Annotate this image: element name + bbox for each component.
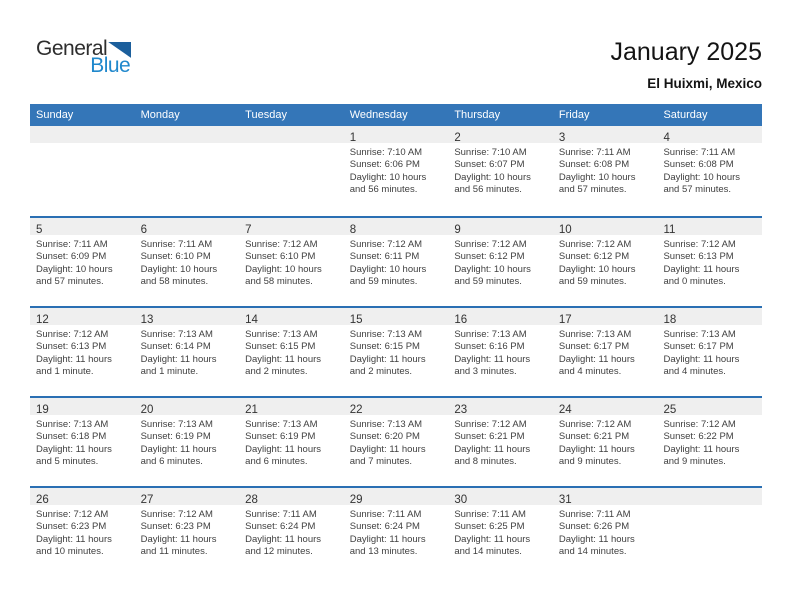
weekday-wednesday: Wednesday xyxy=(349,109,408,121)
day-detail-line: Sunset: 6:17 PM xyxy=(558,341,630,353)
day-number: 7 xyxy=(245,224,252,236)
day-cell-5 xyxy=(30,218,135,306)
day-number-band xyxy=(30,218,135,235)
day-number: 2 xyxy=(454,132,461,144)
day-details xyxy=(448,505,553,558)
day-number-band xyxy=(448,398,553,415)
day-number-band xyxy=(135,398,240,415)
day-number-band xyxy=(30,488,135,505)
day-cell-10 xyxy=(553,218,658,306)
day-detail-line: Sunset: 6:13 PM xyxy=(36,341,107,353)
day-detail-line: Sunrise: 7:12 AM xyxy=(245,239,318,250)
day-number-band xyxy=(657,488,762,505)
day-cell-3 xyxy=(553,126,658,216)
day-details xyxy=(30,235,135,288)
day-number-band xyxy=(239,398,344,415)
day-detail-line: and 3 minutes. xyxy=(454,365,517,377)
day-detail-line: and 14 minutes. xyxy=(454,545,522,557)
day-detail-line: Sunset: 6:08 PM xyxy=(663,159,734,171)
day-number-band xyxy=(30,398,135,415)
day-detail-line: Sunset: 6:06 PM xyxy=(349,159,420,171)
day-detail-line: and 58 minutes. xyxy=(245,275,313,287)
day-number: 5 xyxy=(36,224,43,236)
day-number-band xyxy=(553,488,658,505)
day-cell-12 xyxy=(30,308,135,396)
day-detail-line: and 1 minute. xyxy=(140,365,199,377)
day-number-band xyxy=(344,308,449,325)
day-detail-line: and 59 minutes. xyxy=(558,275,627,287)
day-cell-1 xyxy=(344,126,449,216)
day-details xyxy=(657,505,762,509)
day-detail-line: and 0 minutes. xyxy=(663,275,726,287)
day-details xyxy=(30,505,135,558)
day-details xyxy=(30,325,135,378)
day-detail-line: Sunset: 6:15 PM xyxy=(349,341,420,353)
day-detail-line: Sunset: 6:12 PM xyxy=(558,251,630,263)
day-detail-line: Sunset: 6:10 PM xyxy=(140,251,211,263)
week-row xyxy=(30,306,762,396)
day-detail-line: Sunrise: 7:13 AM xyxy=(36,419,109,430)
day-number: 17 xyxy=(558,314,572,326)
day-number-band xyxy=(344,126,449,143)
day-detail-line: Sunrise: 7:13 AM xyxy=(140,329,213,340)
day-detail-line: Sunset: 6:09 PM xyxy=(36,251,107,263)
day-number: 24 xyxy=(558,404,572,416)
day-detail-line: Daylight: 11 hours xyxy=(558,353,635,365)
day-cell-18 xyxy=(657,308,762,396)
day-cell-4 xyxy=(657,126,762,216)
day-detail-line: Daylight: 11 hours xyxy=(245,533,322,545)
week-row xyxy=(30,396,762,486)
day-detail-line: Sunrise: 7:13 AM xyxy=(663,329,736,340)
day-detail-line: Sunrise: 7:11 AM xyxy=(558,509,631,520)
day-detail-line: Sunrise: 7:12 AM xyxy=(349,239,423,250)
day-cell-23 xyxy=(448,398,553,486)
weekday-tuesday: Tuesday xyxy=(245,109,287,121)
day-number-band xyxy=(344,218,449,235)
day-details xyxy=(30,415,135,468)
day-detail-line: and 14 minutes. xyxy=(558,545,627,557)
day-detail-line: Sunset: 6:12 PM xyxy=(454,251,525,263)
calendar xyxy=(30,104,762,576)
day-details xyxy=(135,415,240,468)
day-detail-line: Sunset: 6:07 PM xyxy=(454,159,525,171)
day-details xyxy=(239,415,344,468)
day-detail-line: and 57 minutes. xyxy=(558,183,627,195)
day-number: 9 xyxy=(454,224,461,236)
day-cell-17 xyxy=(553,308,658,396)
day-cell-7 xyxy=(239,218,344,306)
day-detail-line: Sunrise: 7:13 AM xyxy=(140,419,213,430)
day-detail-line: Sunset: 6:16 PM xyxy=(454,341,525,353)
day-details xyxy=(344,143,449,196)
day-detail-line: Sunrise: 7:11 AM xyxy=(663,147,736,158)
day-number-band xyxy=(135,488,240,505)
day-detail-line: Sunrise: 7:12 AM xyxy=(663,239,736,250)
day-cell-27 xyxy=(135,488,240,576)
weekday-header-row xyxy=(30,104,762,126)
day-detail-line: Daylight: 10 hours xyxy=(663,171,741,183)
day-number: 13 xyxy=(140,314,154,326)
day-number: 16 xyxy=(454,314,468,326)
day-detail-line: and 2 minutes. xyxy=(245,365,308,377)
day-detail-line: Sunset: 6:17 PM xyxy=(663,341,734,353)
day-detail-line: Daylight: 11 hours xyxy=(558,533,635,545)
day-detail-line: Daylight: 11 hours xyxy=(454,533,531,545)
day-number: 10 xyxy=(558,224,572,236)
day-detail-line: Daylight: 11 hours xyxy=(36,353,112,365)
day-detail-line: Sunset: 6:10 PM xyxy=(245,251,316,263)
day-detail-line: and 10 minutes. xyxy=(36,545,104,557)
day-number: 8 xyxy=(349,224,357,236)
day-detail-line: and 2 minutes. xyxy=(349,365,413,377)
day-detail-line: Sunset: 6:24 PM xyxy=(349,521,420,533)
day-details xyxy=(344,415,449,468)
week-row xyxy=(30,126,762,216)
day-detail-line: Daylight: 11 hours xyxy=(454,353,531,365)
day-details xyxy=(657,143,762,196)
day-details xyxy=(239,325,344,378)
day-detail-line: and 4 minutes. xyxy=(663,365,726,377)
page-title: January 2025 xyxy=(610,38,762,66)
day-detail-line: Sunrise: 7:12 AM xyxy=(558,239,632,250)
day-number: 11 xyxy=(663,224,676,236)
day-number-band xyxy=(239,126,344,143)
day-detail-line: Daylight: 11 hours xyxy=(36,443,112,455)
day-number-band xyxy=(344,398,449,415)
day-detail-line: Sunrise: 7:12 AM xyxy=(558,419,632,430)
day-detail-line: Daylight: 11 hours xyxy=(349,353,426,365)
day-detail-line: Daylight: 11 hours xyxy=(349,443,426,455)
day-cell-6 xyxy=(135,218,240,306)
day-number-band xyxy=(135,126,240,143)
day-detail-line: and 58 minutes. xyxy=(140,275,209,287)
day-detail-line: and 7 minutes. xyxy=(349,455,413,467)
day-detail-line: Sunrise: 7:13 AM xyxy=(558,329,632,340)
day-number: 21 xyxy=(245,404,258,416)
day-number-band xyxy=(135,218,240,235)
day-detail-line: and 57 minutes. xyxy=(36,275,104,287)
day-cell-empty xyxy=(135,126,240,216)
day-detail-line: Sunset: 6:23 PM xyxy=(36,521,107,533)
day-number-band xyxy=(553,308,658,325)
day-number: 15 xyxy=(349,314,363,326)
day-detail-line: Sunrise: 7:11 AM xyxy=(140,239,213,250)
day-detail-line: Daylight: 10 hours xyxy=(245,263,322,275)
weekday-saturday: Saturday xyxy=(663,109,708,121)
day-detail-line: Sunrise: 7:10 AM xyxy=(454,147,527,158)
day-cell-empty xyxy=(30,126,135,216)
day-detail-line: Sunrise: 7:11 AM xyxy=(558,147,631,158)
day-number: 18 xyxy=(663,314,677,326)
day-number-band xyxy=(344,488,449,505)
day-number-band xyxy=(448,218,553,235)
day-detail-line: Sunset: 6:14 PM xyxy=(140,341,211,353)
week-row xyxy=(30,216,762,306)
day-detail-line: and 6 minutes. xyxy=(245,455,308,467)
day-details xyxy=(553,143,658,196)
day-number-band xyxy=(239,488,344,505)
day-number-band xyxy=(657,126,762,143)
day-cell-30 xyxy=(448,488,553,576)
day-detail-line: Sunrise: 7:13 AM xyxy=(349,329,423,340)
day-detail-line: and 4 minutes. xyxy=(558,365,622,377)
day-details xyxy=(448,143,553,196)
day-detail-line: Sunrise: 7:13 AM xyxy=(454,329,527,340)
day-number-band xyxy=(30,308,135,325)
day-detail-line: Sunrise: 7:11 AM xyxy=(349,509,422,520)
day-detail-line: and 56 minutes. xyxy=(349,183,418,195)
day-details xyxy=(553,235,658,288)
calendar-weeks xyxy=(30,126,762,576)
day-cell-empty xyxy=(657,488,762,576)
title-block xyxy=(610,38,762,91)
day-detail-line: and 1 minute. xyxy=(36,365,94,377)
day-number: 1 xyxy=(349,132,357,144)
day-number-band xyxy=(239,218,344,235)
weekday-friday: Friday xyxy=(558,109,590,121)
day-number: 14 xyxy=(245,314,258,326)
day-number: 25 xyxy=(663,404,677,416)
day-cell-19 xyxy=(30,398,135,486)
day-detail-line: and 5 minutes. xyxy=(36,455,99,467)
day-detail-line: and 6 minutes. xyxy=(140,455,203,467)
day-cell-empty xyxy=(239,126,344,216)
logo-text-blue: Blue xyxy=(90,54,131,77)
day-detail-line: Sunset: 6:21 PM xyxy=(558,431,630,443)
day-details xyxy=(553,415,658,468)
day-detail-line: Sunset: 6:11 PM xyxy=(349,251,420,263)
day-detail-line: Daylight: 11 hours xyxy=(140,353,217,365)
day-number: 12 xyxy=(36,314,49,326)
day-number: 28 xyxy=(245,494,258,506)
day-number: 26 xyxy=(36,494,49,506)
day-detail-line: Sunrise: 7:12 AM xyxy=(454,239,527,250)
day-number-band xyxy=(553,218,658,235)
day-detail-line: Daylight: 11 hours xyxy=(663,263,740,275)
day-number-band xyxy=(448,126,553,143)
day-detail-line: Sunset: 6:22 PM xyxy=(663,431,734,443)
day-detail-line: Daylight: 11 hours xyxy=(140,443,217,455)
day-details xyxy=(135,143,240,147)
day-detail-line: Daylight: 11 hours xyxy=(558,443,635,455)
day-detail-line: Daylight: 10 hours xyxy=(349,171,427,183)
day-detail-line: Sunset: 6:18 PM xyxy=(36,431,107,443)
day-details xyxy=(344,325,449,378)
day-detail-line: and 59 minutes. xyxy=(454,275,522,287)
day-detail-line: Daylight: 11 hours xyxy=(36,533,112,545)
day-detail-line: Sunrise: 7:12 AM xyxy=(454,419,527,430)
day-number-band xyxy=(657,218,762,235)
day-number-band xyxy=(30,126,135,143)
day-detail-line: Daylight: 10 hours xyxy=(454,171,531,183)
day-number-band xyxy=(553,126,658,143)
day-detail-line: Sunset: 6:20 PM xyxy=(349,431,420,443)
day-number: 20 xyxy=(140,404,154,416)
day-number: 29 xyxy=(349,494,363,506)
day-details xyxy=(657,235,762,288)
day-detail-line: Sunset: 6:15 PM xyxy=(245,341,316,353)
day-number: 19 xyxy=(36,404,49,416)
day-cell-8 xyxy=(344,218,449,306)
day-details xyxy=(239,143,344,147)
day-detail-line: and 9 minutes. xyxy=(663,455,726,467)
day-details xyxy=(239,235,344,288)
day-details xyxy=(344,505,449,558)
day-cell-9 xyxy=(448,218,553,306)
day-detail-line: Daylight: 11 hours xyxy=(663,443,740,455)
day-number: 22 xyxy=(349,404,363,416)
day-detail-line: Sunrise: 7:12 AM xyxy=(36,509,109,520)
day-detail-line: and 56 minutes. xyxy=(454,183,522,195)
day-details xyxy=(135,505,240,558)
day-cell-15 xyxy=(344,308,449,396)
day-cell-24 xyxy=(553,398,658,486)
day-detail-line: and 57 minutes. xyxy=(663,183,732,195)
day-detail-line: Daylight: 11 hours xyxy=(349,533,426,545)
day-cell-22 xyxy=(344,398,449,486)
day-details xyxy=(657,415,762,468)
day-details xyxy=(135,325,240,378)
day-detail-line: Daylight: 10 hours xyxy=(558,171,636,183)
day-detail-line: Sunset: 6:24 PM xyxy=(245,521,316,533)
day-number: 30 xyxy=(454,494,468,506)
day-details xyxy=(344,235,449,288)
day-detail-line: Daylight: 10 hours xyxy=(140,263,218,275)
weekday-thursday: Thursday xyxy=(454,109,501,121)
week-row xyxy=(30,486,762,576)
day-cell-14 xyxy=(239,308,344,396)
day-detail-line: Daylight: 11 hours xyxy=(454,443,531,455)
day-details xyxy=(448,415,553,468)
day-detail-line: Daylight: 11 hours xyxy=(245,443,322,455)
day-detail-line: Sunrise: 7:12 AM xyxy=(36,329,109,340)
day-cell-29 xyxy=(344,488,449,576)
day-details xyxy=(135,235,240,288)
day-cell-20 xyxy=(135,398,240,486)
day-details xyxy=(448,325,553,378)
day-number-band xyxy=(239,308,344,325)
day-detail-line: and 11 minutes. xyxy=(140,545,208,557)
weekday-sunday: Sunday xyxy=(36,109,74,121)
day-cell-26 xyxy=(30,488,135,576)
day-detail-line: Sunrise: 7:13 AM xyxy=(245,329,318,340)
day-number: 31 xyxy=(558,494,572,506)
location-subtitle: El Huixmi, Mexico xyxy=(647,76,762,91)
weekday-monday: Monday xyxy=(140,109,180,121)
day-number-band xyxy=(657,398,762,415)
logo-text-general: General xyxy=(36,37,108,60)
day-detail-line: Sunset: 6:21 PM xyxy=(454,431,525,443)
day-detail-line: Sunrise: 7:11 AM xyxy=(36,239,108,250)
day-number: 3 xyxy=(558,132,566,144)
day-detail-line: and 12 minutes. xyxy=(245,545,313,557)
day-detail-line: Daylight: 10 hours xyxy=(558,263,636,275)
day-detail-line: Daylight: 10 hours xyxy=(349,263,427,275)
day-details xyxy=(657,325,762,378)
day-details xyxy=(553,325,658,378)
day-detail-line: and 13 minutes. xyxy=(349,545,418,557)
general-blue-logo xyxy=(36,38,131,76)
day-detail-line: Daylight: 11 hours xyxy=(245,353,322,365)
day-cell-31 xyxy=(553,488,658,576)
day-details xyxy=(553,505,658,558)
day-detail-line: Daylight: 10 hours xyxy=(454,263,531,275)
day-number: 27 xyxy=(140,494,154,506)
day-cell-16 xyxy=(448,308,553,396)
day-number: 6 xyxy=(140,224,147,236)
day-detail-line: Sunset: 6:13 PM xyxy=(663,251,734,263)
day-detail-line: and 9 minutes. xyxy=(558,455,622,467)
day-cell-25 xyxy=(657,398,762,486)
day-detail-line: Sunrise: 7:10 AM xyxy=(349,147,423,158)
day-number-band xyxy=(657,308,762,325)
day-details xyxy=(30,143,135,147)
day-number-band xyxy=(135,308,240,325)
day-number: 4 xyxy=(663,132,670,144)
day-detail-line: Daylight: 10 hours xyxy=(36,263,113,275)
day-cell-2 xyxy=(448,126,553,216)
day-details xyxy=(448,235,553,288)
day-detail-line: Sunset: 6:19 PM xyxy=(140,431,211,443)
day-cell-13 xyxy=(135,308,240,396)
day-number: 23 xyxy=(454,404,468,416)
day-details xyxy=(239,505,344,558)
day-detail-line: Sunset: 6:23 PM xyxy=(140,521,211,533)
day-detail-line: Sunrise: 7:12 AM xyxy=(140,509,213,520)
day-detail-line: and 8 minutes. xyxy=(454,455,517,467)
day-detail-line: Daylight: 11 hours xyxy=(140,533,217,545)
day-detail-line: Sunset: 6:19 PM xyxy=(245,431,316,443)
day-detail-line: and 59 minutes. xyxy=(349,275,418,287)
day-detail-line: Sunset: 6:08 PM xyxy=(558,159,630,171)
day-number-band xyxy=(553,398,658,415)
day-number-band xyxy=(448,488,553,505)
day-detail-line: Sunset: 6:26 PM xyxy=(558,521,630,533)
day-cell-11 xyxy=(657,218,762,306)
day-number-band xyxy=(448,308,553,325)
day-cell-28 xyxy=(239,488,344,576)
day-detail-line: Sunrise: 7:13 AM xyxy=(349,419,423,430)
day-detail-line: Sunrise: 7:11 AM xyxy=(454,509,526,520)
day-detail-line: Sunset: 6:25 PM xyxy=(454,521,525,533)
day-detail-line: Sunrise: 7:13 AM xyxy=(245,419,318,430)
day-detail-line: Sunrise: 7:11 AM xyxy=(245,509,317,520)
day-detail-line: Sunrise: 7:12 AM xyxy=(663,419,736,430)
day-cell-21 xyxy=(239,398,344,486)
day-detail-line: Daylight: 11 hours xyxy=(663,353,740,365)
